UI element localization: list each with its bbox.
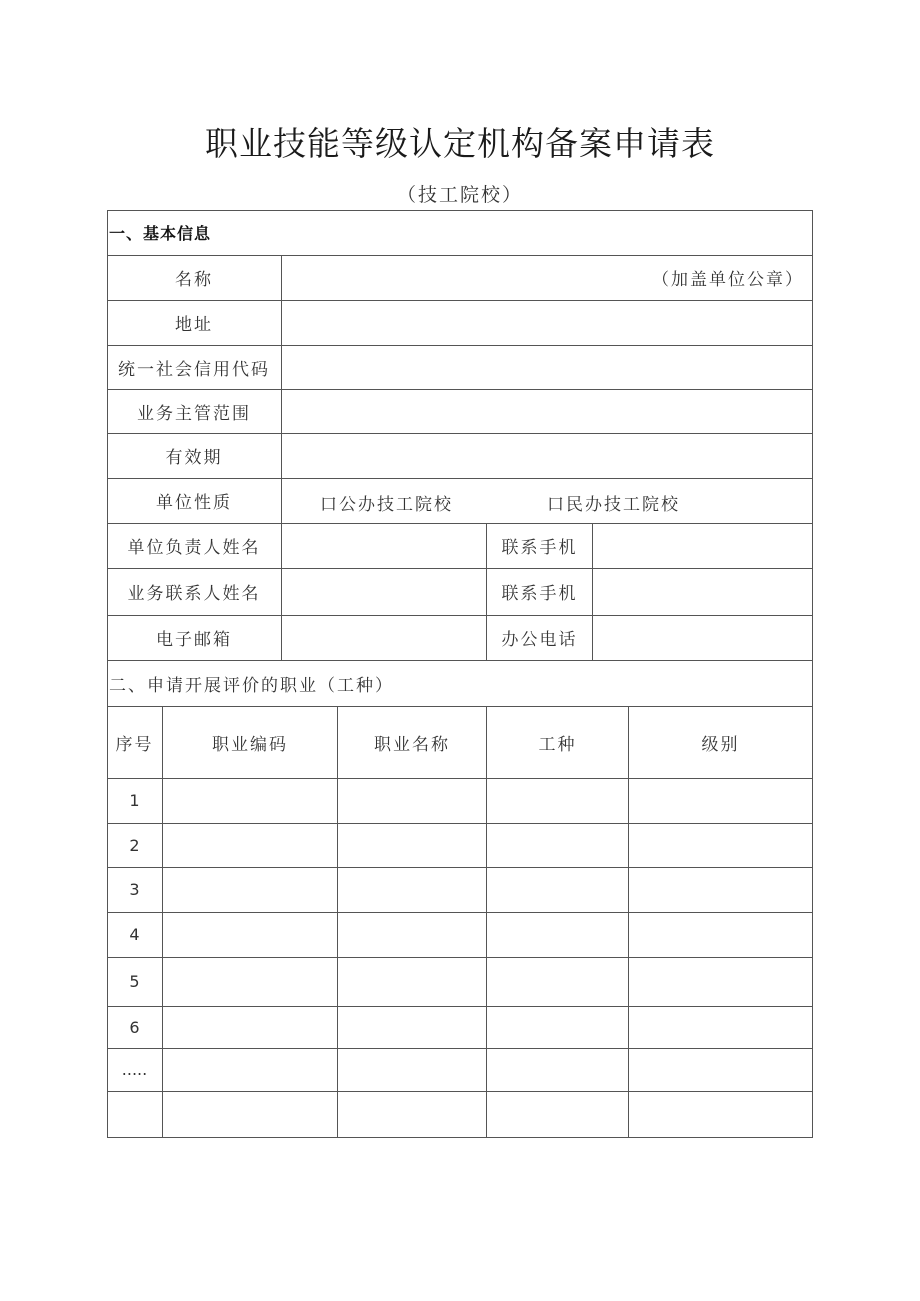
row-number-ellipsis: ..... [121, 1060, 148, 1079]
head-name-field[interactable] [282, 523, 486, 568]
email-field[interactable] [282, 615, 486, 660]
address-label: 地址 [175, 315, 213, 335]
contact-name-label: 业务联系人姓名 [127, 584, 261, 604]
col-header-level: 级别 [701, 734, 740, 755]
nature-label: 单位性质 [156, 493, 232, 513]
row-number: 1 [129, 791, 140, 810]
row-number: 3 [129, 880, 140, 899]
col-header-code: 职业编码 [212, 734, 288, 755]
contact-phone-label: 联系手机 [501, 584, 578, 604]
section-basic-info-heading: 一、基本信息 [109, 224, 212, 243]
contact-phone-field[interactable] [593, 568, 812, 615]
application-form-table [107, 210, 813, 1138]
row-number: 5 [129, 972, 140, 991]
contact-name-field[interactable] [282, 568, 486, 615]
name-label: 名称 [175, 270, 213, 290]
public-school-checkbox[interactable]: 口公办技工院校 [320, 495, 453, 515]
row-number: 4 [129, 925, 140, 944]
office-phone-label: 办公电话 [501, 630, 578, 650]
address-field[interactable] [282, 300, 812, 345]
head-phone-label: 联系手机 [501, 538, 578, 558]
document-title: 职业技能等级认定机构备案申请表 [205, 124, 715, 163]
head-phone-field[interactable] [593, 523, 812, 568]
validity-field[interactable] [282, 433, 812, 478]
section-occupations-heading: 二、申请开展评价的职业（工种） [109, 675, 394, 696]
scope-label: 业务主管范围 [137, 403, 251, 424]
col-header-work-type: 工种 [538, 734, 577, 755]
credit-code-label: 统一社会信用代码 [118, 359, 270, 380]
credit-code-field[interactable] [282, 345, 812, 389]
seal-note: （加盖单位公章） [652, 270, 804, 290]
scope-field[interactable] [282, 389, 812, 433]
col-header-occupation-name: 职业名称 [374, 734, 450, 755]
email-label: 电子邮箱 [156, 630, 232, 650]
private-school-checkbox[interactable]: 口民办技工院校 [547, 495, 680, 515]
head-name-label: 单位负责人姓名 [127, 538, 261, 558]
col-header-index: 序号 [115, 734, 154, 755]
row-number: 2 [129, 835, 140, 855]
office-phone-field[interactable] [593, 615, 812, 660]
validity-label: 有效期 [165, 448, 223, 468]
row-number: 6 [129, 1017, 140, 1037]
document-subtitle: （技工院校） [396, 184, 523, 206]
